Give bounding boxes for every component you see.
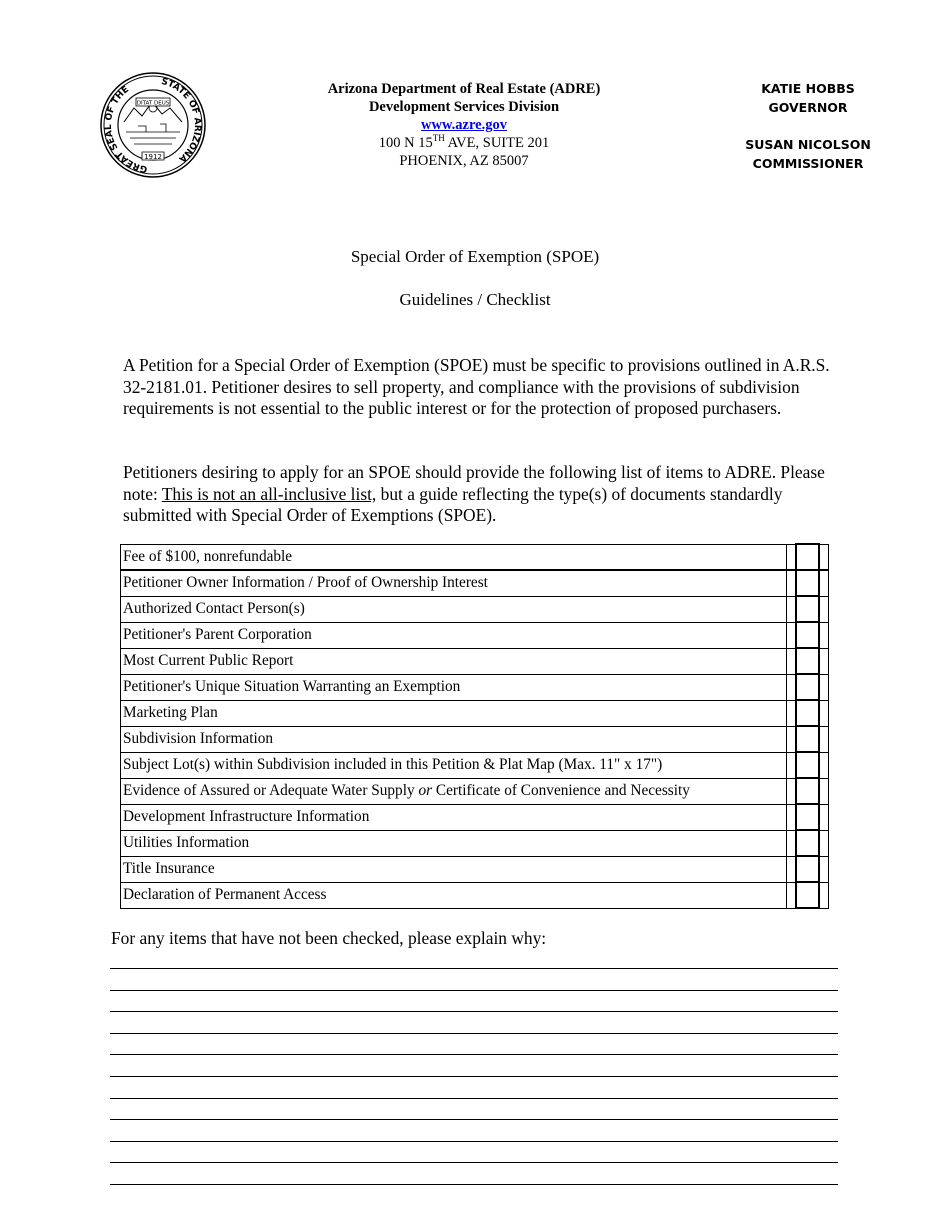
instructions-rest: but a guide reflecting the type(s) of documents standardly submitted with Special Order of Exemptions (SPOE).: [123, 483, 783, 526]
checklist-item-label: Authorized Contact Person(s): [121, 596, 787, 622]
checklist-item-label: Title Insurance: [121, 856, 787, 882]
checklist-gap: [819, 622, 829, 648]
instructions-underlined: This is not an all-inclusive list,: [161, 483, 377, 504]
checklist-row: [121, 648, 829, 674]
seal-ring-text-left: GREAT SEAL OF THE: [103, 84, 149, 174]
checklist-checkbox[interactable]: [796, 804, 819, 830]
governor-title: GOVERNOR: [768, 100, 848, 115]
checklist-checkbox[interactable]: [796, 830, 819, 856]
explanation-line[interactable]: [110, 1119, 838, 1120]
seal-year: 1912: [144, 153, 162, 161]
checklist-gap: [787, 544, 797, 570]
explanation-line[interactable]: [110, 1033, 838, 1034]
seal-motto: DITAT DEUS: [136, 100, 170, 107]
explanation-lines: [110, 968, 838, 1206]
checklist-gap: [787, 700, 797, 726]
checklist-gap: [787, 596, 797, 622]
explanation-line[interactable]: [110, 1098, 838, 1099]
checklist-checkbox[interactable]: [796, 726, 819, 752]
document-subtitle: Guidelines / Checklist: [399, 290, 551, 309]
checklist-row: [121, 778, 829, 804]
checklist-gap: [819, 830, 829, 856]
checklist-row: [121, 570, 829, 596]
checklist-row: [121, 752, 829, 778]
checklist-item-label: Fee of $100, nonrefundable: [121, 544, 787, 570]
checklist-gap: [819, 804, 829, 830]
state-seal-icon: [100, 72, 206, 178]
water-item-text: Evidence of Assured or Adequate Water Supply: [123, 782, 419, 799]
checklist-row: [121, 544, 829, 570]
checklist-gap: [819, 882, 829, 908]
checklist-checkbox[interactable]: [796, 882, 819, 908]
checklist-row: [121, 726, 829, 752]
checklist-checkbox[interactable]: [796, 778, 819, 804]
checklist-row: [121, 804, 829, 830]
water-item-or: or: [418, 782, 433, 799]
checklist-gap: [787, 856, 797, 882]
commissioner-title: COMMISSIONER: [752, 156, 864, 171]
officials-block: [730, 79, 886, 173]
city-state-zip: PHOENIX, AZ 85007: [399, 153, 529, 169]
checklist-gap: [819, 752, 829, 778]
water-item-text-after: Certificate of Convenience and Necessity: [432, 782, 690, 799]
address-suffix: AVE, SUITE 201: [444, 135, 550, 151]
checklist-checkbox[interactable]: [796, 752, 819, 778]
checklist-gap: [787, 830, 797, 856]
intro-paragraph: A Petition for a Special Order of Exemption (SPOE) must be specific to provisions outlined in A.R.S. 32-2181.01. Petitioner desires to sell property, and compliance with the provisions of subdivision requirements is not essential to the public interest or for the protection of proposed purchasers.: [123, 355, 830, 419]
checklist-gap: [787, 570, 797, 596]
explain-prompt: For any items that have not been checked, please explain why:: [111, 928, 547, 948]
checklist-gap: [819, 544, 829, 570]
checklist-item-label: [121, 778, 787, 804]
checklist-item-label: Subdivision Information: [121, 726, 787, 752]
checklist-gap: [787, 882, 797, 908]
explanation-line[interactable]: [110, 990, 838, 991]
checklist-gap: [819, 778, 829, 804]
checklist-checkbox[interactable]: [796, 674, 819, 700]
checklist-item-label: Marketing Plan: [121, 700, 787, 726]
checklist-item-label: Petitioner Owner Information / Proof of Ownership Interest: [121, 570, 787, 596]
instructions-paragraph: [123, 462, 843, 527]
explanation-line[interactable]: [110, 1184, 838, 1185]
checklist-item-label: Most Current Public Report: [121, 648, 787, 674]
website-link[interactable]: www.azre.gov: [421, 117, 507, 133]
checklist-gap: [787, 648, 797, 674]
checklist-checkbox[interactable]: [796, 856, 819, 882]
address-prefix: 100 N 15: [378, 135, 433, 151]
checklist-gap: [787, 622, 797, 648]
address-ordinal: TH: [432, 133, 445, 144]
checklist-gap: [819, 674, 829, 700]
checklist-checkbox[interactable]: [796, 570, 819, 596]
checklist-item-label: Petitioner's Parent Corporation: [121, 622, 787, 648]
checklist-gap: [819, 570, 829, 596]
checklist-item-label: Declaration of Permanent Access: [121, 882, 787, 908]
checklist-row: [121, 856, 829, 882]
explanation-line[interactable]: [110, 1011, 838, 1012]
explanation-line[interactable]: [110, 1076, 838, 1077]
checklist-checkbox[interactable]: [796, 596, 819, 622]
checklist-gap: [787, 778, 797, 804]
seal-ring-text-right: STATE OF ARIZONA: [160, 76, 203, 164]
checklist-row: [121, 622, 829, 648]
checklist-item-label: Development Infrastructure Information: [121, 804, 787, 830]
checklist-gap: [787, 726, 797, 752]
checklist-gap: [819, 726, 829, 752]
checklist-gap: [819, 700, 829, 726]
agency-name: Arizona Department of Real Estate (ADRE): [327, 81, 601, 97]
checklist-checkbox[interactable]: [796, 622, 819, 648]
document-title: Special Order of Exemption (SPOE): [350, 247, 600, 266]
checklist-gap: [787, 674, 797, 700]
explanation-line[interactable]: [110, 1054, 838, 1055]
checklist-item-label: Petitioner's Unique Situation Warranting an Exemption: [121, 674, 787, 700]
checklist-gap: [819, 648, 829, 674]
division-name: Development Services Division: [368, 99, 560, 115]
checklist-row: [121, 596, 829, 622]
commissioner-name: SUSAN NICOLSON: [745, 137, 871, 152]
checklist-item-label: Subject Lot(s) within Subdivision included in this Petition & Plat Map (Max. 11" x 17"): [121, 752, 787, 778]
agency-header: [300, 80, 628, 170]
checklist-checkbox[interactable]: [796, 544, 819, 570]
checklist-checkbox[interactable]: [796, 648, 819, 674]
checklist-checkbox[interactable]: [796, 700, 819, 726]
checklist-table: [120, 543, 829, 909]
explanation-line[interactable]: [110, 968, 838, 969]
checklist-gap: [819, 596, 829, 622]
explanation-line[interactable]: [110, 1162, 838, 1163]
checklist-row: [121, 700, 829, 726]
checklist-gap: [819, 856, 829, 882]
instructions-intro: Petitioners desiring to apply for an SPOE should provide the following list of items to ADRE. Please note:: [123, 462, 825, 504]
checklist-row: [121, 830, 829, 856]
checklist-row: [121, 674, 829, 700]
governor-name: KATIE HOBBS: [761, 81, 855, 96]
checklist-gap: [787, 804, 797, 830]
street-address: [300, 134, 628, 152]
checklist-row: [121, 882, 829, 908]
checklist-item-label: Utilities Information: [121, 830, 787, 856]
explanation-line[interactable]: [110, 1141, 838, 1142]
checklist-gap: [787, 752, 797, 778]
